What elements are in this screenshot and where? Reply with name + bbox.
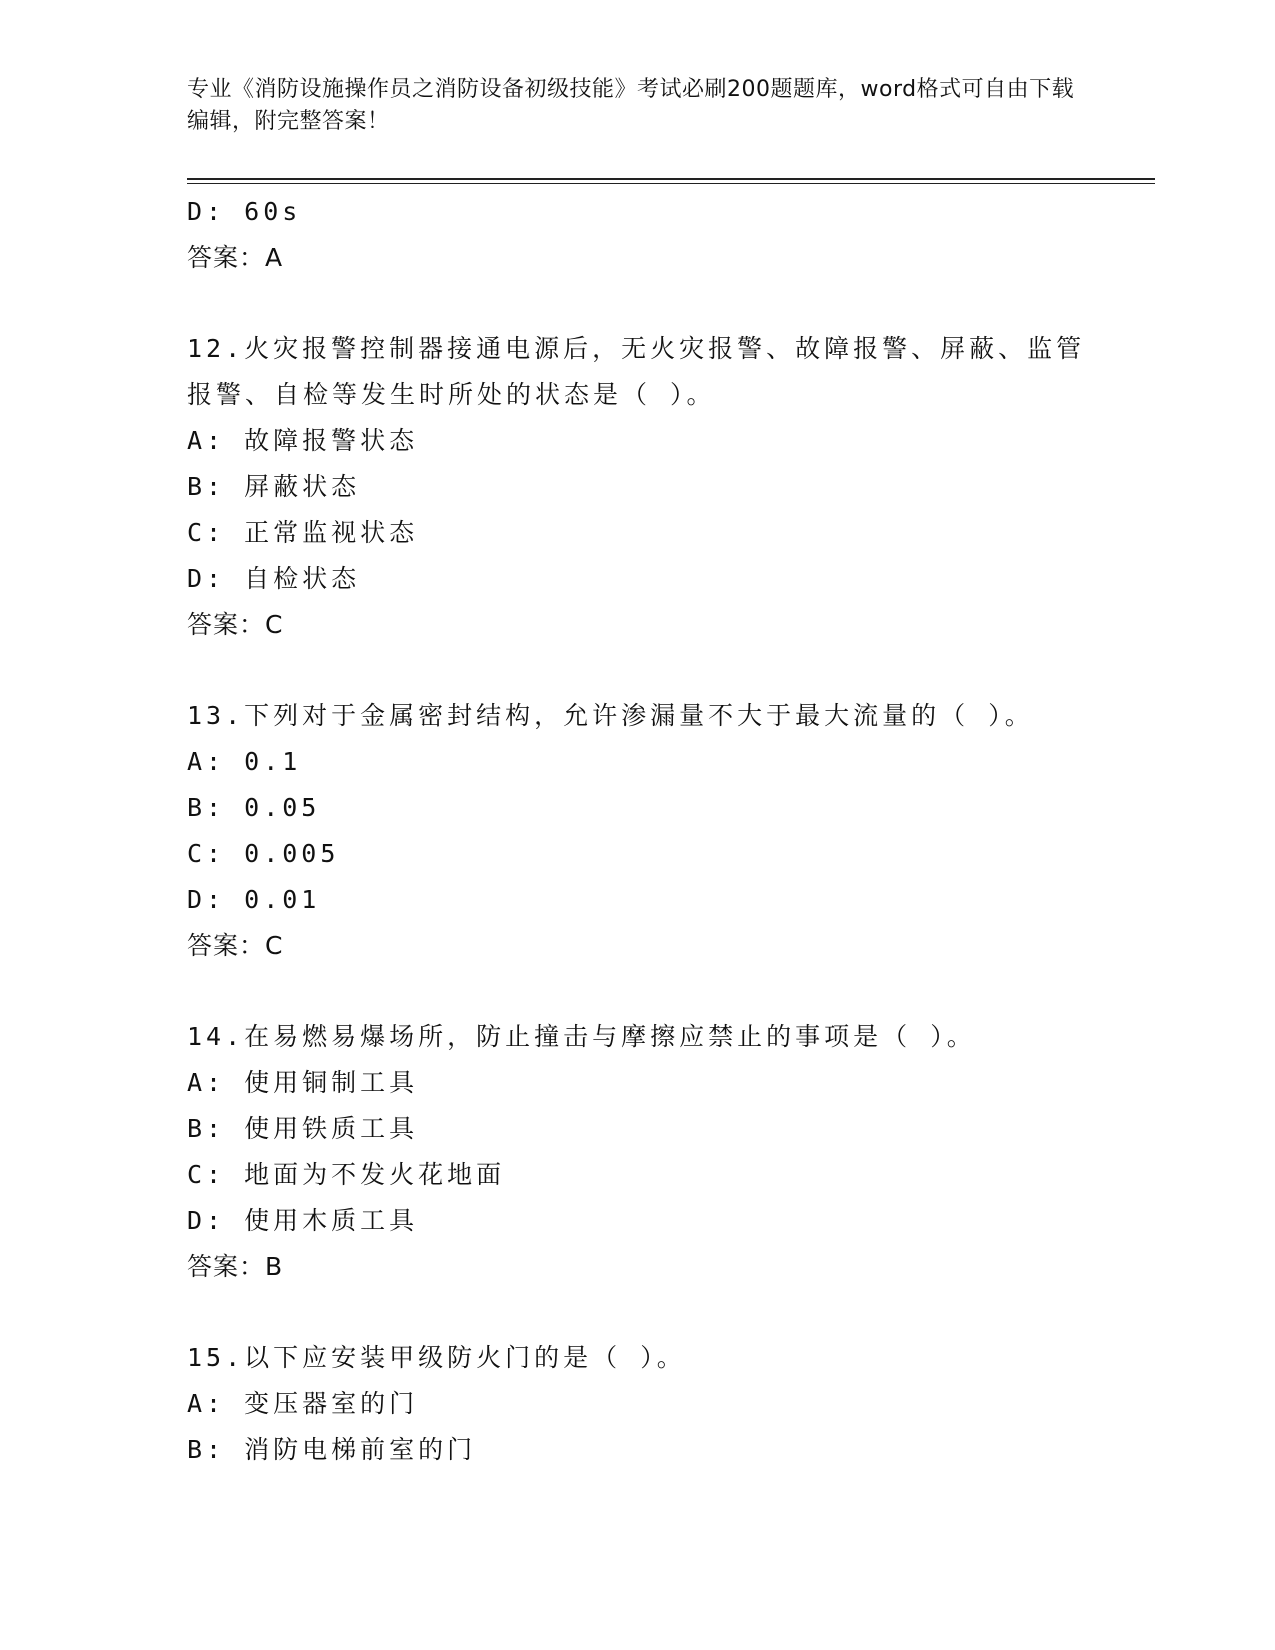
question-list [187, 189, 1087, 1473]
question-stem: 15.以下应安装甲级防火门的是（ ）。 [187, 1343, 686, 1372]
answer: 答案：C [187, 931, 284, 960]
document-header [187, 74, 1087, 138]
question-stem: 14.在易燃易爆场所，防止撞击与摩擦应禁止的事项是（ ）。 [187, 1022, 976, 1051]
header-title: 专业《消防设施操作员之消防设备初级技能》考试必刷200题题库，word格式可自由下载编辑，附完整答案！ [187, 77, 1075, 134]
question-stem-cont: 报警、自检等发生时所处的状态是（ ）。 [187, 380, 716, 409]
option-d: D: 使用木质工具 [187, 1206, 419, 1235]
question-14 [187, 1014, 1087, 1290]
question-13 [187, 693, 1087, 969]
answer: 答案：A [187, 243, 284, 272]
option-c: C: 正常监视状态 [187, 518, 419, 547]
option-c: C: 0.005 [187, 839, 340, 868]
answer: 答案：B [187, 1252, 284, 1281]
header-divider-thin [187, 183, 1155, 184]
option-a: A: 变压器室的门 [187, 1389, 419, 1418]
question-stem: 12.火灾报警控制器接通电源后，无火灾报警、故障报警、屏蔽、监管 [187, 334, 1086, 363]
option-b: B: 0.05 [187, 793, 321, 822]
prev-question-tail [187, 189, 1087, 281]
option-d: D: 自检状态 [187, 564, 361, 593]
option-b: B: 使用铁质工具 [187, 1114, 419, 1143]
option-c: C: 地面为不发火花地面 [187, 1160, 506, 1189]
option-a: A: 0.1 [187, 747, 302, 776]
answer: 答案：C [187, 610, 284, 639]
option-a: A: 使用铜制工具 [187, 1068, 419, 1097]
option-a: A: 故障报警状态 [187, 426, 419, 455]
option-b: B: 屏蔽状态 [187, 472, 361, 501]
question-12 [187, 326, 1087, 648]
option-d: D: 60s [187, 197, 302, 226]
option-b: B: 消防电梯前室的门 [187, 1435, 477, 1464]
question-stem: 13.下列对于金属密封结构，允许渗漏量不大于最大流量的（ ）。 [187, 701, 1034, 730]
header-divider [187, 178, 1155, 180]
option-d: D: 0.01 [187, 885, 321, 914]
question-15 [187, 1335, 1087, 1473]
